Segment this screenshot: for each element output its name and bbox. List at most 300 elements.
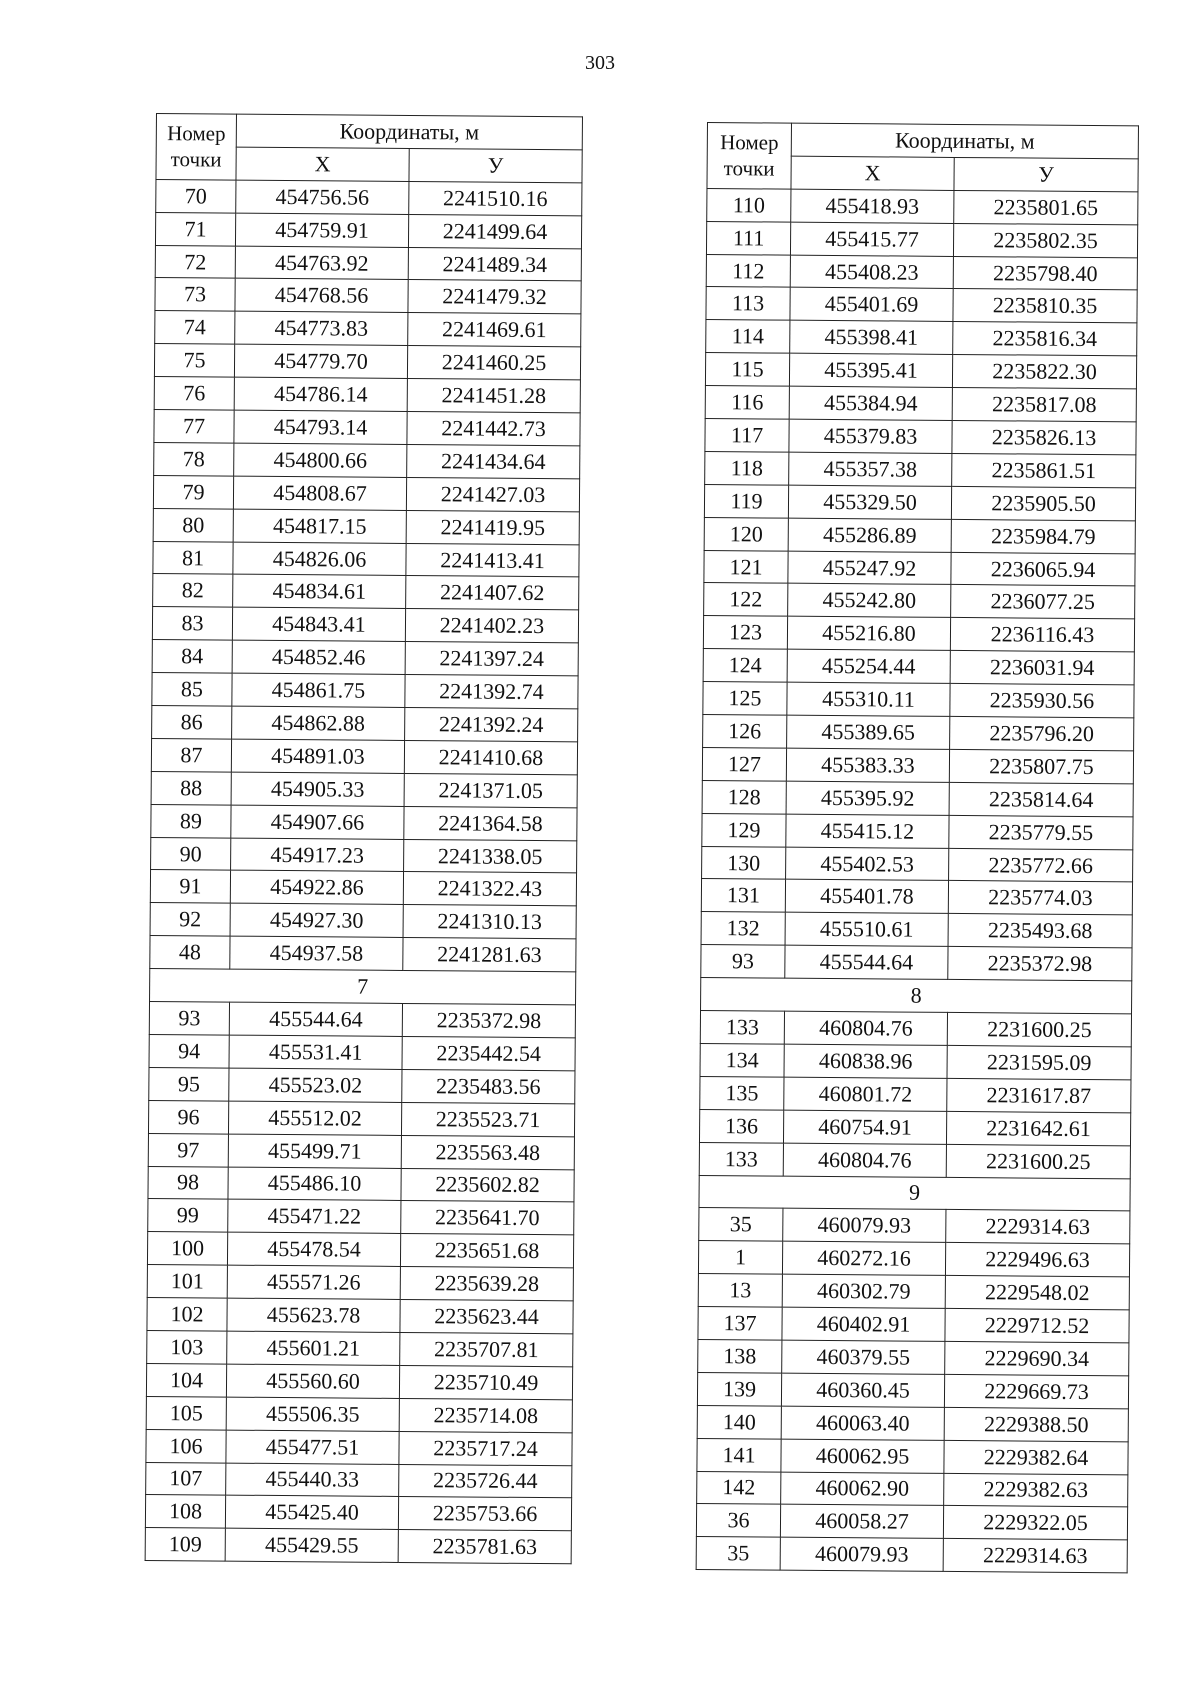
x-coordinate-cell: 455329.50 [788, 485, 951, 519]
point-number-cell: 89 [151, 804, 231, 838]
x-coordinate-cell: 455247.92 [788, 551, 951, 585]
point-number-header [156, 114, 237, 180]
point-number-cell: 77 [154, 410, 234, 444]
table-row [155, 212, 581, 248]
x-coordinate-cell: 455477.51 [226, 1430, 399, 1464]
y-coordinate-cell: 2235796.20 [950, 716, 1134, 750]
y-coordinate-cell: 2241310.13 [403, 905, 576, 939]
y-coordinate-cell: 2229322.05 [943, 1506, 1127, 1540]
point-number-cell: 133 [700, 1011, 784, 1045]
table-row [153, 541, 579, 577]
point-number-cell: 134 [700, 1043, 784, 1077]
table-row [697, 1471, 1128, 1507]
point-number-header-line1: Номер [167, 121, 226, 146]
y-coordinate-cell: 2231600.25 [947, 1012, 1131, 1046]
x-coordinate-cell: 455418.93 [791, 189, 954, 223]
x-coordinate-cell: 455531.41 [229, 1035, 402, 1069]
point-number-header-line2: точки [170, 147, 222, 172]
x-coordinate-cell: 460801.72 [784, 1077, 947, 1111]
table-row [703, 616, 1134, 652]
y-coordinate-cell: 2235816.34 [953, 322, 1137, 356]
x-coordinate-cell: 455510.61 [785, 913, 948, 947]
x-coordinate-cell: 454937.58 [230, 936, 403, 970]
table-body [696, 123, 1138, 1574]
point-number-cell: 90 [151, 837, 231, 871]
point-number-cell: 70 [156, 179, 236, 213]
x-coordinate-cell: 455395.41 [789, 353, 952, 387]
y-coordinate-cell: 2241392.24 [405, 708, 578, 742]
y-coordinate-cell: 2235602.82 [401, 1168, 574, 1202]
table-row [152, 607, 578, 643]
point-number-cell: 117 [705, 419, 789, 453]
table-row [152, 673, 578, 709]
x-coordinate-cell: 455357.38 [789, 452, 952, 486]
point-number-cell: 83 [152, 607, 232, 641]
table-row [700, 1011, 1131, 1047]
table-row [154, 410, 580, 446]
point-number-cell: 71 [155, 212, 235, 246]
table-row [154, 377, 580, 413]
y-coordinate-cell: 2241322.43 [403, 872, 576, 906]
y-coordinate-cell: 2236077.25 [951, 585, 1135, 619]
x-coordinate-cell: 455425.40 [225, 1495, 398, 1529]
table-row [698, 1307, 1129, 1343]
x-coordinate-cell: 460360.45 [781, 1373, 944, 1407]
x-coordinate-cell: 454817.15 [233, 509, 406, 543]
x-coordinate-cell: 454862.88 [232, 706, 405, 740]
point-number-cell: 127 [702, 747, 786, 781]
table-row [155, 245, 581, 281]
point-number-cell: 133 [699, 1142, 783, 1176]
x-coordinate-cell: 460754.91 [783, 1110, 946, 1144]
table-row [145, 1528, 571, 1564]
x-coordinate-cell: 460804.76 [783, 1143, 946, 1177]
point-number-cell: 87 [151, 738, 231, 772]
table-row [697, 1372, 1128, 1408]
point-number-header [707, 123, 792, 189]
y-coordinate-cell: 2235726.44 [399, 1464, 572, 1498]
x-coordinate-cell: 454861.75 [232, 673, 405, 707]
x-coordinate-cell: 455242.80 [788, 584, 951, 618]
point-number-cell: 126 [703, 715, 787, 749]
point-number-cell: 78 [154, 442, 234, 476]
x-coordinate-cell: 455408.23 [790, 255, 953, 289]
y-coordinate-cell: 2241489.34 [408, 247, 581, 281]
y-coordinate-cell: 2241371.05 [404, 773, 577, 807]
y-coordinate-cell: 2241499.64 [408, 214, 581, 248]
x-coordinate-cell: 454786.14 [234, 377, 407, 411]
section-number: 7 [150, 969, 576, 1005]
table-row [149, 1002, 575, 1038]
y-header: У [409, 148, 582, 182]
point-number-cell: 13 [698, 1274, 782, 1308]
point-number-cell: 72 [155, 245, 235, 279]
point-number-cell: 109 [145, 1528, 225, 1562]
table-row [151, 804, 577, 840]
point-number-cell: 36 [696, 1504, 780, 1538]
table-row [154, 344, 580, 380]
x-coordinate-cell: 455601.21 [227, 1331, 400, 1365]
x-coordinate-cell: 454852.46 [232, 640, 405, 674]
y-coordinate-cell: 2235623.44 [400, 1300, 573, 1334]
table-row [698, 1339, 1129, 1375]
x-coordinate-cell: 454800.66 [234, 443, 407, 477]
y-coordinate-cell: 2235817.08 [952, 388, 1136, 422]
y-coordinate-cell: 2235641.70 [401, 1201, 574, 1235]
x-coordinate-cell: 460379.55 [782, 1340, 945, 1374]
point-number-cell: 116 [705, 386, 789, 420]
point-number-cell: 130 [702, 846, 786, 880]
y-coordinate-cell: 2235779.55 [949, 815, 1133, 849]
point-number-cell: 79 [153, 475, 233, 509]
y-coordinate-cell: 2235714.08 [399, 1398, 572, 1432]
page-number: 303 [585, 52, 615, 74]
table-row [696, 1537, 1127, 1573]
point-number-cell: 132 [701, 912, 785, 946]
table-row [702, 813, 1133, 849]
x-coordinate-cell: 455544.64 [229, 1002, 402, 1036]
point-number-cell: 142 [697, 1471, 781, 1505]
point-number-cell: 107 [146, 1462, 226, 1496]
table-row [701, 945, 1132, 981]
table-row [696, 1504, 1127, 1540]
table-row [156, 179, 582, 215]
point-number-cell: 113 [706, 287, 790, 321]
point-number-cell: 129 [702, 813, 786, 847]
table-row [704, 583, 1135, 619]
y-coordinate-cell: 2229382.64 [944, 1440, 1128, 1474]
table-row [147, 1298, 573, 1334]
y-coordinate-cell: 2241397.24 [405, 642, 578, 676]
y-coordinate-cell: 2241510.16 [409, 181, 582, 215]
point-number-cell: 101 [147, 1265, 227, 1299]
table-row [697, 1438, 1128, 1474]
table-row [702, 747, 1133, 783]
point-number-cell: 123 [703, 616, 787, 650]
y-coordinate-cell: 2236031.94 [950, 651, 1134, 685]
x-coordinate-cell: 460272.16 [782, 1241, 945, 1275]
y-coordinate-cell: 2231642.61 [946, 1111, 1130, 1145]
point-number-cell: 100 [147, 1232, 227, 1266]
y-coordinate-cell: 2231600.25 [946, 1144, 1130, 1178]
x-coordinate-cell: 460302.79 [782, 1274, 945, 1308]
x-coordinate-cell: 454927.30 [230, 903, 403, 937]
y-coordinate-cell: 2235814.64 [949, 782, 1133, 816]
table-row [706, 221, 1137, 257]
y-coordinate-cell: 2241407.62 [406, 576, 579, 610]
y-coordinate-cell: 2235639.28 [400, 1267, 573, 1301]
point-number-cell: 99 [148, 1199, 228, 1233]
y-coordinate-cell: 2235483.56 [402, 1069, 575, 1103]
point-number-cell: 140 [697, 1405, 781, 1439]
x-coordinate-cell: 455310.11 [787, 682, 950, 716]
point-number-cell: 95 [149, 1067, 229, 1101]
x-header: X [791, 156, 954, 190]
table-row [701, 879, 1132, 915]
table-row [146, 1396, 572, 1432]
point-number-cell: 138 [698, 1339, 782, 1373]
table-row [707, 188, 1138, 224]
y-coordinate-cell: 2241460.25 [407, 346, 580, 380]
table-row [148, 1133, 574, 1169]
x-coordinate-cell: 454922.86 [230, 871, 403, 905]
y-coordinate-cell: 2229388.50 [944, 1407, 1128, 1441]
y-coordinate-cell: 2235372.98 [402, 1004, 575, 1038]
y-coordinate-cell: 2241413.41 [406, 543, 579, 577]
y-coordinate-cell: 2241419.95 [406, 510, 579, 544]
x-coordinate-cell: 454779.70 [234, 344, 407, 378]
point-number-cell: 112 [706, 254, 790, 288]
y-coordinate-cell: 2235774.03 [948, 881, 1132, 915]
point-number-cell: 141 [697, 1438, 781, 1472]
x-coordinate-cell: 455440.33 [226, 1463, 399, 1497]
table-row [703, 649, 1134, 685]
y-coordinate-cell: 2235717.24 [399, 1431, 572, 1465]
header-row-top [156, 114, 582, 150]
table-row [700, 1076, 1131, 1112]
y-coordinate-cell: 2235563.48 [401, 1135, 574, 1169]
point-number-cell: 97 [148, 1133, 228, 1167]
x-coordinate-cell: 455478.54 [227, 1232, 400, 1266]
table-row [148, 1166, 574, 1202]
x-coordinate-cell: 455544.64 [785, 945, 948, 979]
point-number-cell: 75 [154, 344, 234, 378]
table-row [705, 386, 1136, 422]
table-row [151, 738, 577, 774]
table-row [703, 682, 1134, 718]
section-number: 9 [699, 1175, 1130, 1211]
table-row [703, 715, 1134, 751]
table-row [145, 1495, 571, 1531]
point-number-cell: 91 [150, 870, 230, 904]
section-row [150, 969, 576, 1005]
point-number-cell: 139 [697, 1372, 781, 1406]
table-row [155, 311, 581, 347]
x-coordinate-cell: 455623.78 [227, 1298, 400, 1332]
table-row [705, 451, 1136, 487]
x-coordinate-cell: 460838.96 [784, 1044, 947, 1078]
table-row [146, 1462, 572, 1498]
point-number-cell: 94 [149, 1034, 229, 1068]
x-coordinate-cell: 455506.35 [226, 1397, 399, 1431]
y-coordinate-cell: 2229314.63 [946, 1210, 1130, 1244]
y-coordinate-cell: 2229690.34 [945, 1341, 1129, 1375]
x-coordinate-cell: 455254.44 [787, 649, 950, 683]
y-coordinate-cell: 2235493.68 [948, 914, 1132, 948]
table-row [705, 419, 1136, 455]
y-coordinate-cell: 2235710.49 [399, 1365, 572, 1399]
table-row [705, 353, 1136, 389]
point-number-header-line1: Номер [720, 130, 779, 155]
x-coordinate-cell: 460402.91 [782, 1307, 945, 1341]
y-coordinate-cell: 2241442.73 [407, 411, 580, 445]
point-number-cell: 131 [701, 879, 785, 913]
y-coordinate-cell: 2235930.56 [950, 684, 1134, 718]
table-row [706, 254, 1137, 290]
x-coordinate-cell: 454759.91 [235, 213, 408, 247]
y-header: У [954, 157, 1138, 191]
y-coordinate-cell: 2235753.66 [398, 1497, 571, 1531]
y-coordinate-cell: 2241281.63 [403, 938, 576, 972]
y-coordinate-cell: 2229669.73 [944, 1374, 1128, 1408]
y-coordinate-cell: 2235822.30 [952, 355, 1136, 389]
y-coordinate-cell: 2235372.98 [948, 947, 1132, 981]
table-row [699, 1109, 1130, 1145]
x-coordinate-cell: 454834.61 [233, 575, 406, 609]
point-number-cell: 104 [146, 1363, 226, 1397]
point-number-cell: 110 [707, 188, 791, 222]
x-coordinate-cell: 455486.10 [228, 1167, 401, 1201]
point-number-cell: 111 [706, 221, 790, 255]
table-row [700, 1043, 1131, 1079]
y-coordinate-cell: 2229712.52 [945, 1308, 1129, 1342]
table-row [150, 903, 576, 939]
point-number-cell: 76 [154, 377, 234, 411]
x-coordinate-cell: 455571.26 [227, 1265, 400, 1299]
table-row [706, 320, 1137, 356]
x-coordinate-cell: 454843.41 [232, 607, 405, 641]
x-coordinate-cell: 455398.41 [790, 321, 953, 355]
table-row [151, 771, 577, 807]
table-row [148, 1199, 574, 1235]
y-coordinate-cell: 2241392.74 [405, 675, 578, 709]
x-coordinate-cell: 455560.60 [226, 1364, 399, 1398]
point-number-cell: 103 [147, 1330, 227, 1364]
section-row [701, 978, 1132, 1014]
y-coordinate-cell: 2235772.66 [949, 848, 1133, 882]
coordinates-header: Координаты, м [236, 114, 582, 150]
coordinates-table-left [145, 113, 583, 1564]
table-row [152, 640, 578, 676]
y-coordinate-cell: 2241338.05 [404, 839, 577, 873]
point-number-cell: 114 [706, 320, 790, 354]
table-row [153, 574, 579, 610]
x-coordinate-cell: 460062.95 [781, 1439, 944, 1473]
table-row [150, 936, 576, 972]
point-number-cell: 48 [150, 936, 230, 970]
y-coordinate-cell: 2235781.63 [398, 1530, 571, 1564]
y-coordinate-cell: 2229548.02 [945, 1276, 1129, 1310]
table-row [151, 837, 577, 873]
y-coordinate-cell: 2236116.43 [950, 618, 1134, 652]
table-row [704, 550, 1135, 586]
point-number-cell: 121 [704, 550, 788, 584]
table-row [149, 1067, 575, 1103]
table-row [699, 1208, 1130, 1244]
x-coordinate-cell: 455379.83 [789, 419, 952, 453]
table-row [147, 1265, 573, 1301]
header-row-top [707, 123, 1138, 159]
table-row [698, 1274, 1129, 1310]
table-row [150, 870, 576, 906]
table-row [697, 1405, 1128, 1441]
point-number-cell: 81 [153, 541, 233, 575]
x-coordinate-cell: 455401.69 [790, 288, 953, 322]
y-coordinate-cell: 2241451.28 [407, 379, 580, 413]
point-number-cell: 1 [698, 1241, 782, 1275]
table-row [152, 706, 578, 742]
x-coordinate-cell: 455383.33 [786, 748, 949, 782]
table-body [145, 114, 582, 1564]
y-coordinate-cell: 2235826.13 [952, 420, 1136, 454]
x-coordinate-cell: 460804.76 [784, 1011, 947, 1045]
point-number-header-line2: точки [723, 156, 775, 181]
point-number-cell: 93 [149, 1002, 229, 1036]
y-coordinate-cell: 2241402.23 [405, 609, 578, 643]
x-coordinate-cell: 455402.53 [786, 847, 949, 881]
table-row [155, 278, 581, 314]
point-number-cell: 118 [705, 451, 789, 485]
point-number-cell: 88 [151, 771, 231, 805]
point-number-cell: 105 [146, 1396, 226, 1430]
point-number-cell: 93 [701, 945, 785, 979]
x-coordinate-cell: 455523.02 [229, 1068, 402, 1102]
point-number-cell: 96 [148, 1100, 228, 1134]
coordinates-table-right [696, 122, 1139, 1574]
table-row [702, 846, 1133, 882]
table-row [698, 1241, 1129, 1277]
table-row [149, 1034, 575, 1070]
point-number-cell: 125 [703, 682, 787, 716]
y-coordinate-cell: 2229496.63 [945, 1243, 1129, 1277]
point-number-cell: 136 [699, 1109, 783, 1143]
point-number-cell: 128 [702, 780, 786, 814]
y-coordinate-cell: 2229314.63 [943, 1539, 1127, 1573]
x-coordinate-cell: 454905.33 [231, 772, 404, 806]
y-coordinate-cell: 2241427.03 [406, 477, 579, 511]
y-coordinate-cell: 2231617.87 [947, 1078, 1131, 1112]
point-number-cell: 115 [705, 353, 789, 387]
point-number-cell: 108 [145, 1495, 225, 1529]
x-coordinate-cell: 455499.71 [228, 1134, 401, 1168]
point-number-cell: 122 [704, 583, 788, 617]
point-number-cell: 35 [696, 1537, 780, 1571]
x-coordinate-cell: 455415.12 [786, 814, 949, 848]
point-number-cell: 124 [703, 649, 787, 683]
y-coordinate-cell: 2241479.32 [408, 280, 581, 314]
point-number-cell: 98 [148, 1166, 228, 1200]
point-number-cell: 119 [704, 484, 788, 518]
table-row [153, 475, 579, 511]
section-row [699, 1175, 1130, 1211]
point-number-cell: 74 [155, 311, 235, 345]
table-row [147, 1330, 573, 1366]
x-coordinate-cell: 454907.66 [231, 805, 404, 839]
x-coordinate-cell: 454773.83 [235, 311, 408, 345]
x-coordinate-cell: 460079.93 [783, 1209, 946, 1243]
x-coordinate-cell: 455401.78 [785, 880, 948, 914]
y-coordinate-cell: 2235810.35 [953, 289, 1137, 323]
table-row [699, 1142, 1130, 1178]
x-coordinate-cell: 455389.65 [787, 715, 950, 749]
point-number-cell: 92 [150, 903, 230, 937]
x-coordinate-cell: 455216.80 [787, 617, 950, 651]
y-coordinate-cell: 2235984.79 [951, 519, 1135, 553]
point-number-cell: 35 [699, 1208, 783, 1242]
y-coordinate-cell: 2241410.68 [404, 740, 577, 774]
table-row [148, 1100, 574, 1136]
table-row [146, 1429, 572, 1465]
point-number-cell: 85 [152, 673, 232, 707]
table-row [147, 1232, 573, 1268]
section-number: 8 [701, 978, 1132, 1014]
table-row [146, 1363, 572, 1399]
table-row [701, 912, 1132, 948]
y-coordinate-cell: 2235905.50 [951, 486, 1135, 520]
point-number-cell: 137 [698, 1307, 782, 1341]
y-coordinate-cell: 2235807.75 [949, 749, 1133, 783]
y-coordinate-cell: 2241469.61 [408, 313, 581, 347]
